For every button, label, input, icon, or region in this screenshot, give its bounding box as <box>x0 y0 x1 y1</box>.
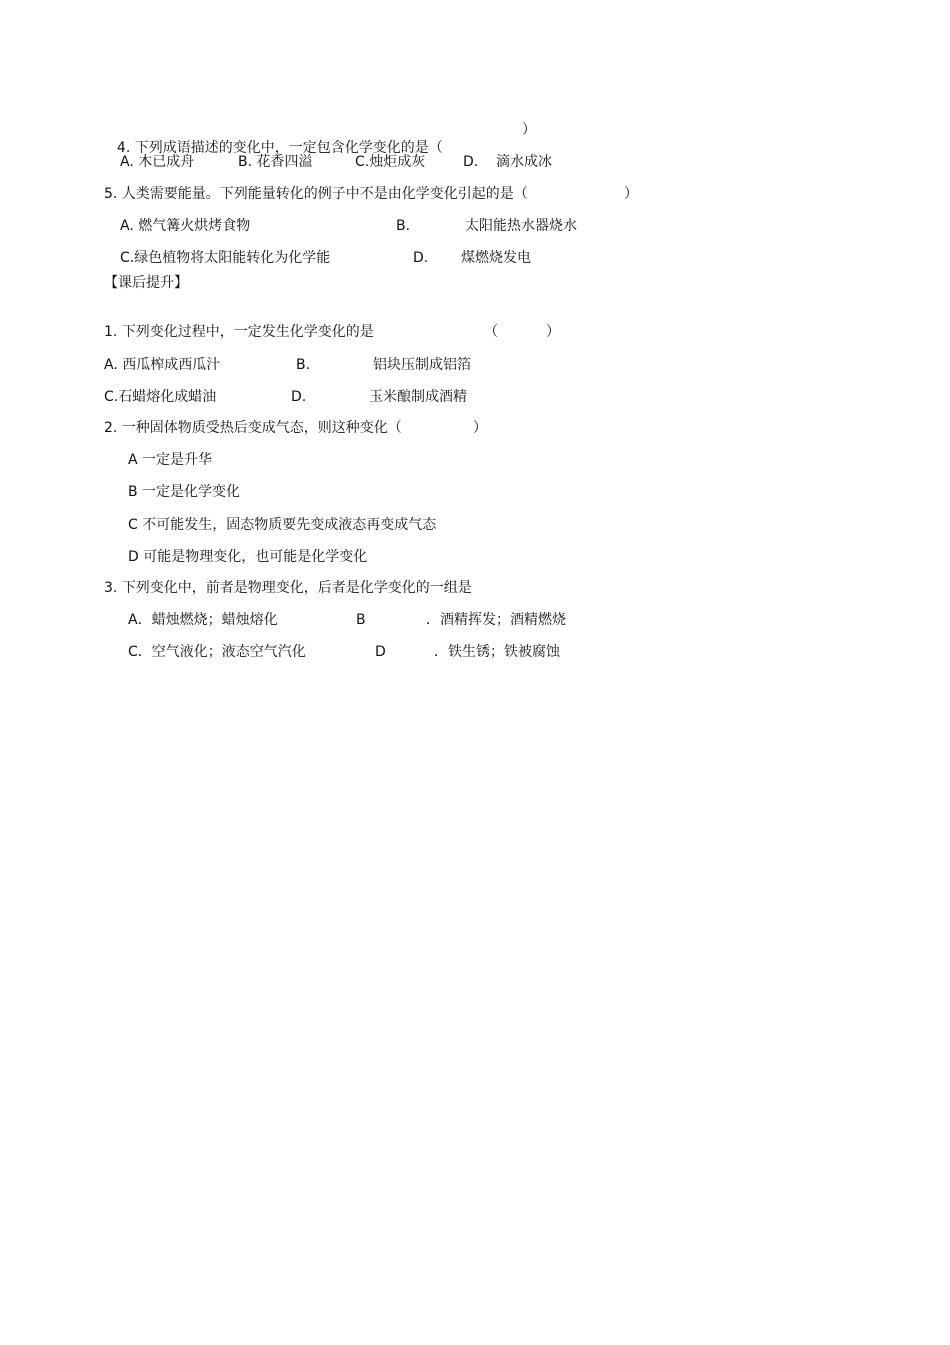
q4-stem-text: 4. 下列成语描述的变化中，一定包含化学变化的是（ <box>116 140 443 156</box>
p3-option-a: A．蜡烛燃烧；蜡烛熔化 <box>128 612 278 628</box>
q5-option-d-label: D. <box>413 250 429 266</box>
p1-option-b-label: B. <box>296 357 311 373</box>
p1-open-paren: （ <box>484 324 498 340</box>
q5-option-b-label: B. <box>396 218 411 234</box>
p3-stem: 3. 下列变化中，前者是物理变化，后者是化学变化的一组是 <box>104 580 472 596</box>
p2-option-c: C 不可能发生，固态物质要先变成液态再变成气态 <box>128 517 437 533</box>
p1-close-paren: ） <box>546 324 560 340</box>
q4-option-d-text: 滴水成冰 <box>496 154 552 170</box>
p2-option-b: B 一定是化学变化 <box>128 484 241 500</box>
p1-option-d-label: D. <box>291 389 307 405</box>
section-title: 【课后提升】 <box>104 275 188 291</box>
q5-option-a: A. 燃气篝火烘烤食物 <box>120 218 251 234</box>
q5-stem: 5. 人类需要能量。下列能量转化的例子中不是由化学变化引起的是（ <box>104 186 528 202</box>
q4-option-c: C.烛炬成灰 <box>355 154 426 170</box>
p3-option-b-text: ．酒精挥发；酒精燃烧 <box>426 612 566 628</box>
p3-option-c: C．空气液化；液态空气汽化 <box>128 644 306 660</box>
p2-stem: 2. 一种固体物质受热后变成气态，则这种变化（ <box>104 420 402 436</box>
q5-option-c: C.绿色植物将太阳能转化为化学能 <box>120 250 331 266</box>
q4-stem <box>108 121 443 157</box>
p3-option-d-label: D <box>375 644 386 660</box>
q5-close-paren: ） <box>624 186 638 202</box>
p3-option-b-label: B <box>356 612 366 628</box>
p1-option-d-text: 玉米酿制成酒精 <box>369 389 467 405</box>
p1-option-a: A. 西瓜榨成西瓜汁 <box>104 357 221 373</box>
p2-option-d: D 可能是物理变化，也可能是化学变化 <box>128 549 368 565</box>
p2-close-paren: ） <box>473 420 487 436</box>
q5-option-b-text: 太阳能热水器烧水 <box>465 218 577 234</box>
p3-option-d-text: ．铁生锈；铁被腐蚀 <box>434 644 560 660</box>
q5-option-d-text: 煤燃烧发电 <box>461 250 531 266</box>
q4-option-b: B. 花香四溢 <box>238 154 313 170</box>
p2-option-a: A 一定是升华 <box>128 452 213 468</box>
p1-option-b-text: 铝块压制成铝箔 <box>373 357 471 373</box>
q4-close-paren: ） <box>522 122 536 138</box>
q4-option-a: A. 木已成舟 <box>120 154 195 170</box>
p1-stem: 1. 下列变化过程中，一定发生化学变化的是 <box>104 324 374 340</box>
p1-option-c: C.石蜡熔化成蜡油 <box>104 389 217 405</box>
q4-option-d-label: D. <box>463 154 479 170</box>
